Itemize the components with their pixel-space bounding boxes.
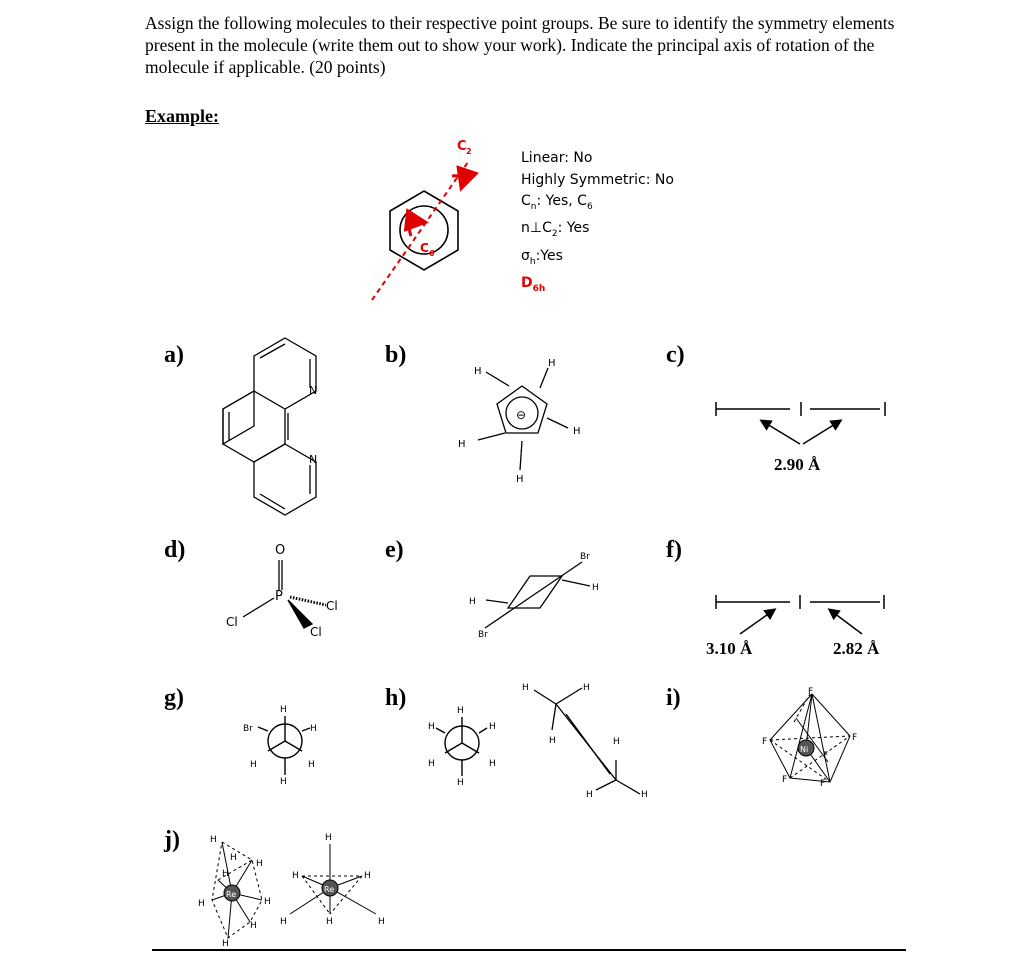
atom-n: N	[309, 384, 318, 397]
atom-h: H	[489, 722, 496, 732]
atom-h: H	[586, 790, 593, 800]
atom-f: F	[762, 737, 768, 747]
linear-line: Linear: No	[521, 150, 593, 166]
atom-re: Re	[226, 890, 237, 899]
atom-h: H	[378, 917, 385, 927]
c2-sub: 2	[466, 147, 472, 156]
molecule-d-pocl3	[243, 560, 326, 628]
molecule-g-newman	[258, 716, 310, 775]
atom-f: F	[820, 779, 826, 789]
atom-h: H	[457, 706, 464, 716]
symmetric-line: Highly Symmetric: No	[521, 171, 674, 188]
atom-br: Br	[243, 724, 253, 734]
molecule-i-octahedron	[770, 694, 850, 782]
atom-h: H	[222, 869, 229, 879]
label-g: g)	[164, 685, 184, 711]
atom-h: H	[280, 705, 287, 715]
atom-h: H	[489, 759, 496, 769]
atom-h: H	[264, 897, 271, 907]
atom-h: H	[280, 917, 287, 927]
atom-h: H	[310, 724, 317, 734]
atom-re: Re	[324, 885, 335, 894]
perpendicular-line: $n\perp C_2$: Yes	[521, 220, 590, 240]
atom-h: H	[548, 358, 556, 369]
label-f: f)	[666, 537, 682, 563]
molecule-e-cyclobutane	[485, 562, 590, 628]
anion-charge: ⊖	[516, 408, 527, 422]
atom-h: H	[641, 790, 648, 800]
label-d: d)	[164, 537, 186, 563]
atom-o: O	[275, 543, 286, 558]
atom-h: H	[256, 859, 263, 869]
atom-h: H	[250, 921, 257, 931]
distance-c: 2.90 Å	[774, 455, 821, 474]
label-j: j)	[164, 827, 180, 853]
atom-h: H	[457, 778, 464, 788]
atom-br: Br	[580, 552, 590, 562]
cn-line: $C_n$: Yes, $C_6$	[521, 193, 593, 212]
atom-f: F	[782, 775, 788, 785]
label-c: c)	[666, 342, 685, 368]
distance-f-right: 2.82 Å	[833, 639, 880, 658]
atom-n: N	[309, 453, 318, 466]
atom-h: H	[458, 439, 466, 450]
molecule-f-diagram	[716, 595, 884, 634]
atom-br: Br	[478, 630, 488, 640]
molecule-c-diagram	[716, 402, 885, 444]
sigma-line: $\sigma_h:Yes$	[521, 247, 563, 267]
distance-f-left: 3.10 Å	[706, 639, 753, 658]
atom-h: H	[592, 583, 599, 593]
atom-h: H	[428, 759, 435, 769]
atom-h: H	[549, 736, 556, 746]
label-h: h)	[385, 685, 407, 711]
atom-h: H	[364, 871, 371, 881]
c6-label: C	[420, 241, 429, 255]
atom-cl: Cl	[226, 615, 238, 629]
atom-h: H	[325, 833, 332, 843]
atom-f: F	[823, 751, 829, 761]
atom-p: P	[275, 589, 283, 604]
atom-h: H	[250, 760, 257, 770]
molecule-a-phenanthroline	[223, 338, 316, 515]
atom-h: H	[474, 366, 482, 377]
label-e: e)	[385, 537, 404, 563]
label-a: a)	[164, 342, 184, 368]
label-i: i)	[666, 685, 681, 711]
atom-h: H	[230, 853, 237, 863]
question-text: Assign the following molecules to their respective point groups. Be sure to identify the symmetry elements present in the molecule (write them out to show your work). Indicate the principal axis of rotation of the molecule if applicable. (20 points)	[145, 13, 895, 77]
example-benzene	[390, 191, 458, 270]
c6-sub: 6	[429, 249, 435, 258]
c2-label: C	[457, 139, 467, 154]
atom-h: H	[522, 683, 529, 693]
atom-cl: Cl	[326, 599, 338, 613]
atom-h: H	[198, 899, 205, 909]
atom-h: H	[292, 871, 299, 881]
atom-f: F	[852, 733, 858, 743]
atom-h: H	[428, 722, 435, 732]
atom-h: H	[573, 426, 581, 437]
atom-h: H	[583, 683, 590, 693]
atom-h: H	[308, 760, 315, 770]
label-b: b)	[385, 342, 407, 368]
atom-h: H	[222, 939, 229, 949]
atom-h: H	[469, 597, 476, 607]
molecule-h-newman	[436, 717, 487, 776]
atom-cl: Cl	[310, 625, 322, 639]
atom-h: H	[210, 835, 217, 845]
atom-h: H	[613, 737, 620, 747]
atom-ni: Ni	[800, 745, 809, 754]
atom-h: H	[280, 777, 287, 787]
atom-h: H	[516, 474, 524, 485]
example-label: Example:	[145, 106, 219, 126]
point-group: $D_{6h}$	[521, 274, 546, 294]
atom-f: F	[808, 687, 814, 697]
atom-h: H	[326, 917, 333, 927]
c2-axis	[372, 139, 472, 300]
